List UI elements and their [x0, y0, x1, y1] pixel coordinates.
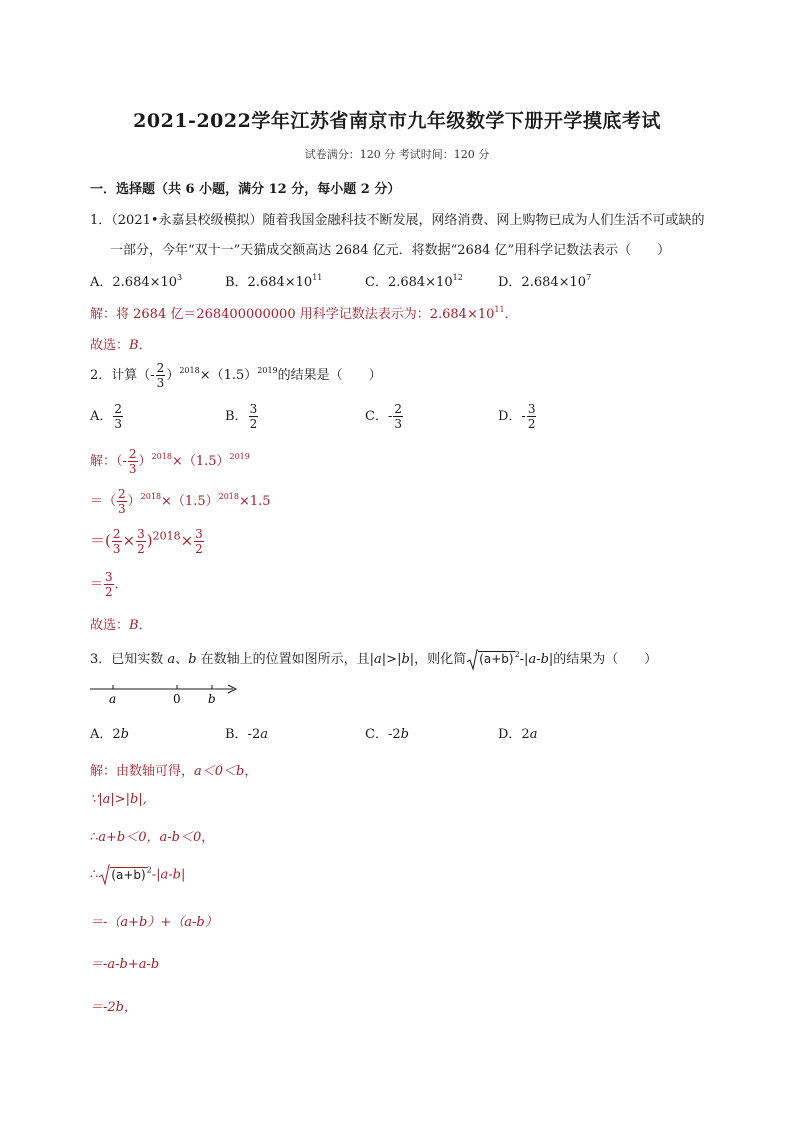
q2-option-b: B． $\frac{3}{2}$: [225, 402, 258, 431]
q2-answer: 故选：B．: [90, 618, 152, 633]
q3-solution-step2: ∵|a|>|b|,: [90, 792, 147, 807]
sqrt-sign-icon: [466, 649, 478, 671]
q1-stem-line1: 1．（2021•永嘉县校级模拟）随着我国金融科技不断发展，网络消费、网上购物已成为人们生活不可或缺的: [90, 213, 705, 228]
q2-option-d: D．- $\frac{3}{2}$: [498, 402, 536, 431]
axis-label-b: b: [208, 692, 216, 706]
q3-option-c: C．-2b: [365, 727, 409, 742]
q2-solution-step3: ＝( $\frac{2}{3}$ × $\frac{3}{2}$ )$^{2018}$× $\frac{3}{2}$: [90, 527, 203, 556]
q2-solution-step4: ＝ $\frac{3}{2}$ ．: [90, 570, 128, 599]
q1-option-c: C．$2.684\times 10^{12}$: [365, 273, 463, 290]
q2-solution-step2: ＝（ $\frac{2}{3}$ ）$^{2018}\times(1.5)^{2018}\times 1.5$: [90, 487, 271, 516]
q1-option-b: B．$2.684\times 10^{11}$: [225, 273, 323, 290]
q1-option-a: A．$2.684\times 10^3$: [90, 273, 183, 290]
q2-solution-step1: 解：（- $\frac{2}{3}$ ）$^{2018}\times(1.5)^{2019}$: [90, 447, 250, 476]
q1-option-d: D．$2.684\times 10^7$: [498, 273, 592, 290]
q3-solution-step3: ∴a+b＜0，a-b＜0，: [90, 830, 215, 845]
q3-solution-step4: ∴ $(a+b)^2-|a-b|$: [90, 864, 185, 886]
q1-stem-line2: 一部分，今年“双十一”天猫成交额高达 2684 亿元．将数据“2684 亿”用科学记数法表示（ ）: [110, 243, 671, 258]
q3-stem: 3．已知实数 a、b 在数轴上的位置如图所示，且|a|>|b|，则化简 $(a+b)^2-|a-b|$的结果为（ ）: [90, 648, 657, 671]
q3-solution-step1: 解：由数轴可得，a＜0＜b，: [90, 764, 258, 779]
number-line-figure: [88, 679, 248, 709]
q3-radical: (a+b): [466, 649, 514, 671]
q2-option-a: A． $\frac{2}{3}$: [90, 402, 123, 431]
q3-solution-step5: ＝-（a+b）+（a-b）: [90, 915, 218, 930]
page-title: 2021-2022学年江苏省南京市九年级数学下册开学摸底考试: [133, 110, 661, 132]
q3-solution-step6: ＝-a-b+a-b: [90, 957, 160, 972]
q3-option-b: B．-2a: [225, 727, 268, 742]
axis-label-zero: 0: [173, 692, 181, 706]
q3-option-d: D．2a: [498, 727, 538, 742]
q3-option-a: A．2b: [90, 727, 129, 742]
q1-answer: 故选：B．: [90, 338, 152, 353]
axis-label-a: a: [109, 692, 117, 706]
q2-option-c: C．- $\frac{2}{3}$: [365, 402, 402, 431]
q1-solution: 解：将 2684 亿＝268400000000 用科学记数法表示为：$2.684\times 10^{11}$．: [90, 305, 518, 322]
q3-solution-step7: ＝-2b，: [90, 1000, 137, 1015]
section-heading: 一．选择题（共 6 小题，满分 12 分，每小题 2 分）: [90, 182, 401, 197]
sqrt-sign-icon: [98, 864, 110, 886]
q3-solution-radical: (a+b): [98, 864, 146, 886]
q2-stem: 2．计算（- $\frac{2}{3}$ ）$^{2018}\times(1.5)^{2019}$的结果是（ ）: [90, 361, 382, 390]
exam-info: 试卷满分：120 分 考试时间：120 分: [304, 148, 490, 161]
